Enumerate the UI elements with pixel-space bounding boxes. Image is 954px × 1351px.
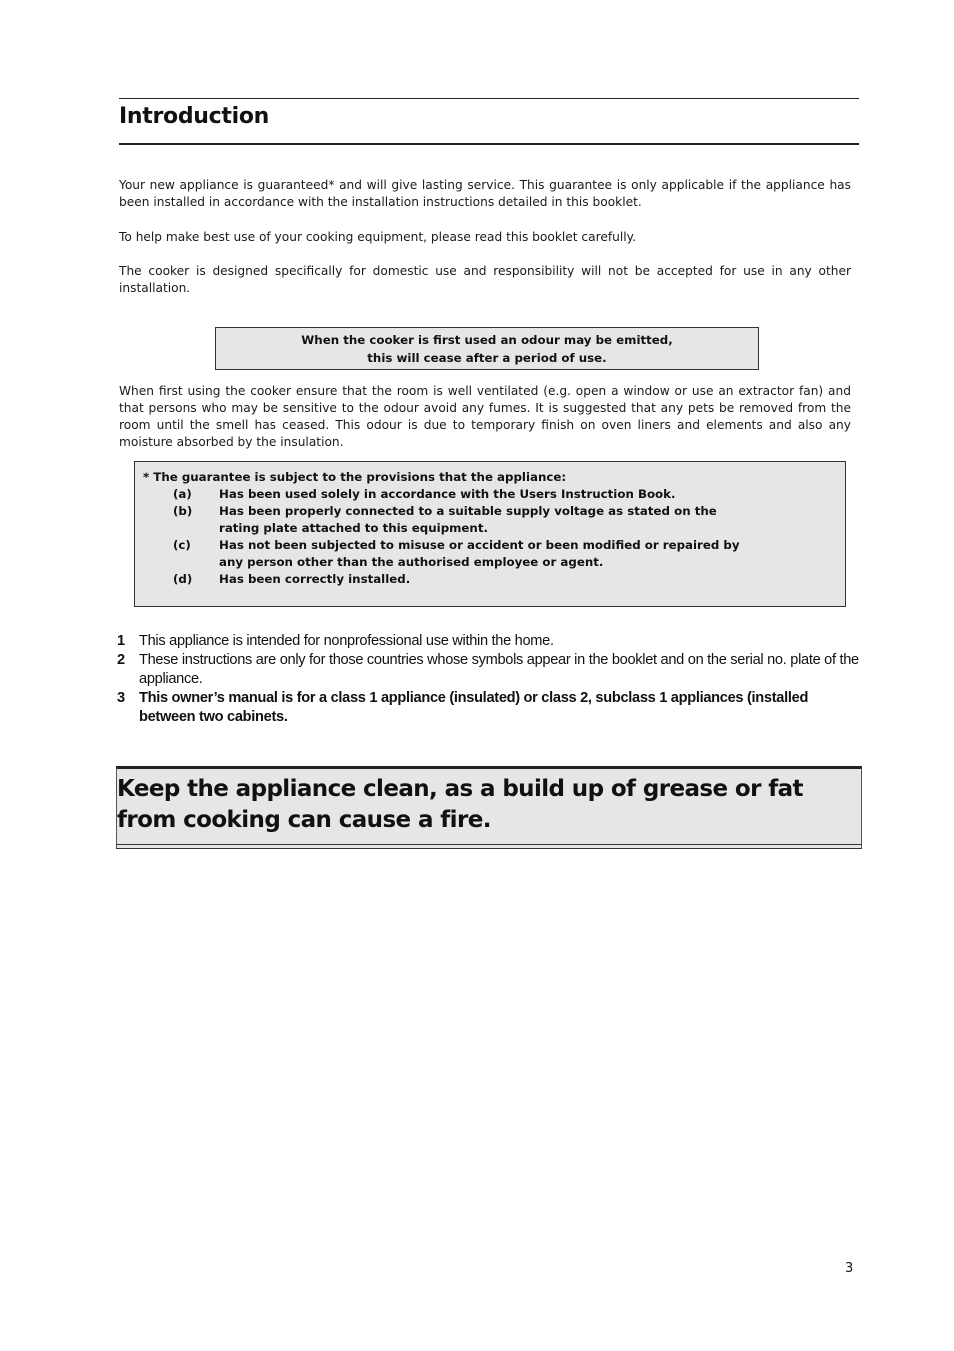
guarantee-condition-letter: (b): [173, 504, 193, 518]
guarantee-condition-item: [143, 537, 837, 571]
odour-notice-box: [215, 327, 759, 370]
guarantee-conditions-intro: * The guarantee is subject to the provisions that the appliance:: [143, 470, 567, 484]
title-rule-bottom: [119, 143, 859, 145]
note-number: 2: [117, 652, 125, 668]
guarantee-paragraph: Your new appliance is guaranteed* and will give lasting service. This guarantee is only applicable if the appliance has been installed in accordance with the installation instructions detailed in this booklet.: [119, 178, 851, 209]
fire-warning-box: [116, 766, 862, 849]
note-text: This owner’s manual is for a class 1 appliance (insulated) or class 2, subclass 1 appliances (installed between two cabinets.: [139, 690, 809, 725]
guarantee-condition-letter: (d): [173, 572, 193, 586]
guarantee-condition-text: Has been used solely in accordance with the Users Instruction Book.: [219, 487, 676, 501]
ventilation-paragraph: When first using the cooker ensure that the room is well ventilated (e.g. open a window or use an extractor fan) and that persons who may be sensitive to the odour avoid any fumes. It is suggested that any pets be removed from the room until the smell has ceased. This odour is due to temporary finish on oven liners and elements and also any moisture absorbed by the insulation.: [119, 384, 851, 449]
guarantee-condition-text: Has not been subjected to misuse or accident or been modified or repaired by any person other than the authorised employee or agent.: [219, 538, 740, 569]
read-booklet-paragraph: To help make best use of your cooking equipment, please read this booklet carefully.: [119, 230, 636, 244]
note-text: This appliance is intended for nonprofessional use within the home.: [139, 633, 554, 649]
warning-rule: [116, 844, 862, 845]
numbered-note: [117, 689, 862, 727]
guarantee-condition-text: Has been properly connected to a suitable supply voltage as stated on the rating plate attached to this equipment.: [219, 504, 717, 535]
odour-notice-line-2: this will cease after a period of use.: [367, 350, 607, 365]
page-number: 3: [845, 1261, 854, 1276]
note-number: 1: [117, 633, 125, 649]
numbered-note: [117, 632, 862, 651]
page-title: Introduction: [119, 104, 270, 129]
fire-warning-text: Keep the appliance clean, as a build up of grease or fat from cooking can cause a fire.: [117, 776, 803, 833]
warning-rule: [116, 848, 862, 849]
guarantee-conditions-box: [134, 461, 846, 607]
numbered-notes-list: [117, 632, 862, 727]
note-text: These instructions are only for those countries whose symbols appear in the booklet and on the serial no. plate of the appliance.: [139, 652, 859, 687]
note-number: 3: [117, 690, 125, 706]
guarantee-condition-item: [143, 571, 837, 588]
domestic-use-paragraph: The cooker is designed specifically for domestic use and responsibility will not be accepted for use in any other installation.: [119, 264, 851, 295]
odour-notice-line-1: When the cooker is first used an odour may be emitted,: [301, 332, 673, 347]
title-rule-top: [119, 98, 859, 99]
guarantee-condition-item: [143, 486, 837, 503]
numbered-note: [117, 651, 862, 689]
guarantee-condition-item: [143, 503, 837, 537]
guarantee-condition-letter: (c): [173, 538, 191, 552]
guarantee-condition-letter: (a): [173, 487, 192, 501]
guarantee-condition-text: Has been correctly installed.: [219, 572, 411, 586]
